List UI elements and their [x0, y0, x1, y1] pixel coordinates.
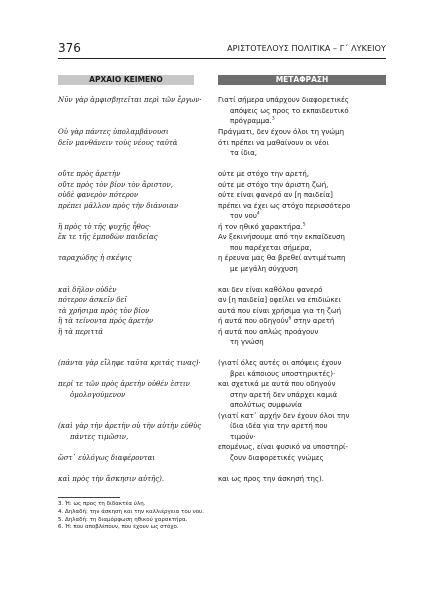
translation-entry — [218, 295, 388, 306]
translation-line: η έρευνα μας θα βρεθεί αντιμέτωπη — [218, 254, 346, 262]
ancient-line: ἔκ τε τῆς ἐμποδὼν παιδείας — [58, 233, 158, 241]
translation-line: ίδια ιδέα για την αρετή που — [230, 422, 328, 430]
translation-line: και ως προς την άσκησή της). — [218, 474, 325, 483]
running-title: ΑΡΙΣΤΟΤΕΛΟΥΣ ΠΟΛΙΤΙΚΑ – Γ΄ ΛΥΚΕΙΟΥ — [227, 44, 386, 53]
footnotes — [58, 501, 204, 532]
translation-line: ή αυτά που απλώς προάγουν — [218, 327, 319, 336]
translation-entry — [218, 379, 388, 411]
ancient-line: τὰ χρήσιμα πρὸς τὸν βίον — [58, 306, 150, 315]
translation-entry — [218, 411, 388, 443]
translation-entry — [218, 127, 388, 159]
translation-entry — [218, 253, 388, 274]
footnote: 4. Δηλαδή: την άσκηση και την καλλιέργεια του νου. — [58, 508, 204, 515]
translation-entry — [218, 442, 388, 463]
translation-line: ούτε με στόχο την άριστη ζωή, — [218, 180, 329, 189]
translation-entry — [218, 306, 388, 317]
translation-entry — [218, 201, 388, 222]
footnote: 3. Ή: ως προς τη διδακτέα ύλη. — [58, 501, 146, 507]
translation-entry — [218, 190, 388, 201]
translation-heading: ΜΕΤΑΦΡΑΣΗ — [218, 75, 386, 85]
translation-entry — [218, 180, 388, 191]
translation-text: ή αυτά που οδηγούν — [218, 317, 289, 325]
footnote: 6. Ή: που αποβλέπουν, που έχουν ως στόχο. — [58, 524, 179, 531]
translation-line: ούτε είναι φανερό αν [η παιδεία] — [218, 191, 333, 199]
ancient-line: καὶ πρὸς τὴν ἄσκησιν αὐτῆς). — [58, 474, 165, 483]
ancient-line: καὶ δῆλον οὐδὲν — [58, 285, 117, 294]
translation-line: Αν ξεκινήσουμε από την εκπαίδευση — [218, 233, 345, 241]
ancient-text-heading: ΑΡΧΑΙΟ ΚΕΙΜΕΝΟ — [58, 75, 194, 85]
translation-line: απολύτως συμφωνία — [230, 401, 303, 409]
ancient-line: δεῖν μανθάνειν τοὺς νέους ταὐτὰ — [58, 138, 178, 147]
translation-line: βρει κάποιους υποστηρικτές)· — [230, 369, 336, 378]
ancient-line: οὔτε πρὸς τὸν βίον τὸν ἄριστον, — [58, 180, 173, 189]
ancient-line: (καὶ γὰρ τὴν ἀρετὴν οὐ τὴν αὐτὴν εὐθὺς — [58, 422, 202, 430]
translation-line — [218, 211, 388, 222]
translation-text: ή τον ηθικό χαρακτήρα. — [218, 222, 303, 231]
translation-line: τιμούν· — [230, 432, 256, 441]
translation-line: με μεγάλη σύγχυση — [230, 264, 298, 273]
ancient-line: πότερον ἀσκεῖν δεῖ — [58, 296, 128, 304]
translation-line: ζουν διαφορετικές γνώμες — [230, 453, 324, 462]
page-number: 376 — [58, 41, 81, 55]
translation-entry — [218, 474, 388, 485]
translation-line: στην αρετή δεν υπάρχει καμιά — [230, 390, 338, 399]
ancient-line: ὥστ᾽ εὐλόγως διαφέρονται — [58, 453, 156, 462]
ancient-line: περί τε τῶν πρὸς ἀρετὴν οὐθέν ἐστιν — [58, 380, 190, 388]
translation-text: τον νου — [230, 212, 257, 220]
ancient-line: Νῦν γὰρ ἀμφισβητεῖται περὶ τῶν ἔργων· — [58, 96, 202, 104]
footnote-divider — [58, 497, 120, 498]
translation-line: απόψεις ως προς το εκπαιδευτικό — [230, 106, 349, 115]
page-header — [58, 40, 386, 59]
translation-line: και σχετικά με αυτά που οδηγούν — [218, 380, 336, 388]
translation-text: στην αρετή — [291, 317, 335, 325]
translation-line: που παρέχεται σήμερα, — [230, 243, 312, 252]
ancient-line: ἢ πρὸς τὸ τῆς ψυχῆς ἦθος· — [58, 222, 152, 231]
footnote-ref: 3 — [271, 116, 275, 122]
translation-line: αυτά που είναι χρήσιμα για τη ζωή — [218, 306, 342, 315]
translation-entry — [218, 285, 388, 296]
translation-entry — [218, 222, 388, 233]
translation-entry — [218, 95, 388, 127]
translation-line: (γιατί κατ᾽ αρχήν δεν έχουν όλοι την — [218, 411, 350, 420]
ancient-line: ἢ τὰ τείνοντα πρὸς ἀρετὴν — [58, 317, 154, 325]
translation-line: πρέπει να έχει ως στόχο περισσότερο — [218, 201, 351, 210]
translation-line: αν [η παιδεία] οφείλει να επιδιώκει — [218, 296, 341, 304]
translation-line — [218, 116, 388, 127]
ancient-line: οὔτε πρὸς ἀρετὴν — [58, 170, 121, 178]
ancient-line: πρέπει μᾶλλον πρὸς τὴν διάνοιαν — [58, 201, 179, 210]
ancient-line: οὐδὲ φανερὸν πότερον — [58, 191, 139, 199]
footnote: 5. Δηλαδή: τη διαμόρφωση ηθικού χαρακτήρα. — [58, 516, 188, 523]
translation-line: επομένως, είναι φυσικό να υποστηρί- — [218, 443, 348, 451]
footnote-ref: 6 — [288, 316, 292, 322]
ancient-line: ἢ τὰ περιττά — [58, 327, 103, 336]
ancient-line: ὁμολογούμενον — [70, 390, 126, 399]
translation-line: (γιατί όλες αυτές οι απόψεις έχουν — [218, 359, 342, 367]
translation-entry — [218, 327, 388, 348]
footnote-ref: 5 — [302, 222, 306, 228]
translation-line: Γιατί σήμερα υπάρχουν διαφορετικές — [218, 96, 349, 104]
translation-line: τη γνώση — [230, 338, 264, 346]
translation-entry — [218, 169, 388, 180]
translation-entry — [218, 358, 388, 379]
translation-line: τα ίδια, — [230, 149, 257, 157]
translation-line: και δεν είναι καθόλου φανερό — [218, 285, 323, 294]
footnote-ref: 4 — [256, 211, 260, 217]
ancient-line: (πάντα γὰρ εἴληφε ταῦτα κριτάς τινας)· — [58, 359, 201, 367]
translation-line: ότι πρέπει να μαθαίνουν οι νέοι — [218, 138, 329, 147]
ancient-line: Οὐ γὰρ πάντες ὑπολαμβάνουσι — [58, 128, 169, 136]
ancient-line: ταραχώδης ἡ σκέψις — [58, 254, 132, 262]
ancient-line: πάντες τιμῶσιν, — [70, 432, 129, 441]
translation-line — [218, 222, 388, 233]
translation-text: πρόγραμμα. — [230, 117, 272, 125]
translation-line: Πράγματι, δεν έχουν όλοι τη γνώμη — [218, 128, 345, 136]
translation-entry — [218, 316, 388, 327]
translation-line — [218, 316, 388, 327]
translation-entry — [218, 232, 388, 253]
translation-line: ούτε με στόχο την αρετή, — [218, 170, 310, 178]
